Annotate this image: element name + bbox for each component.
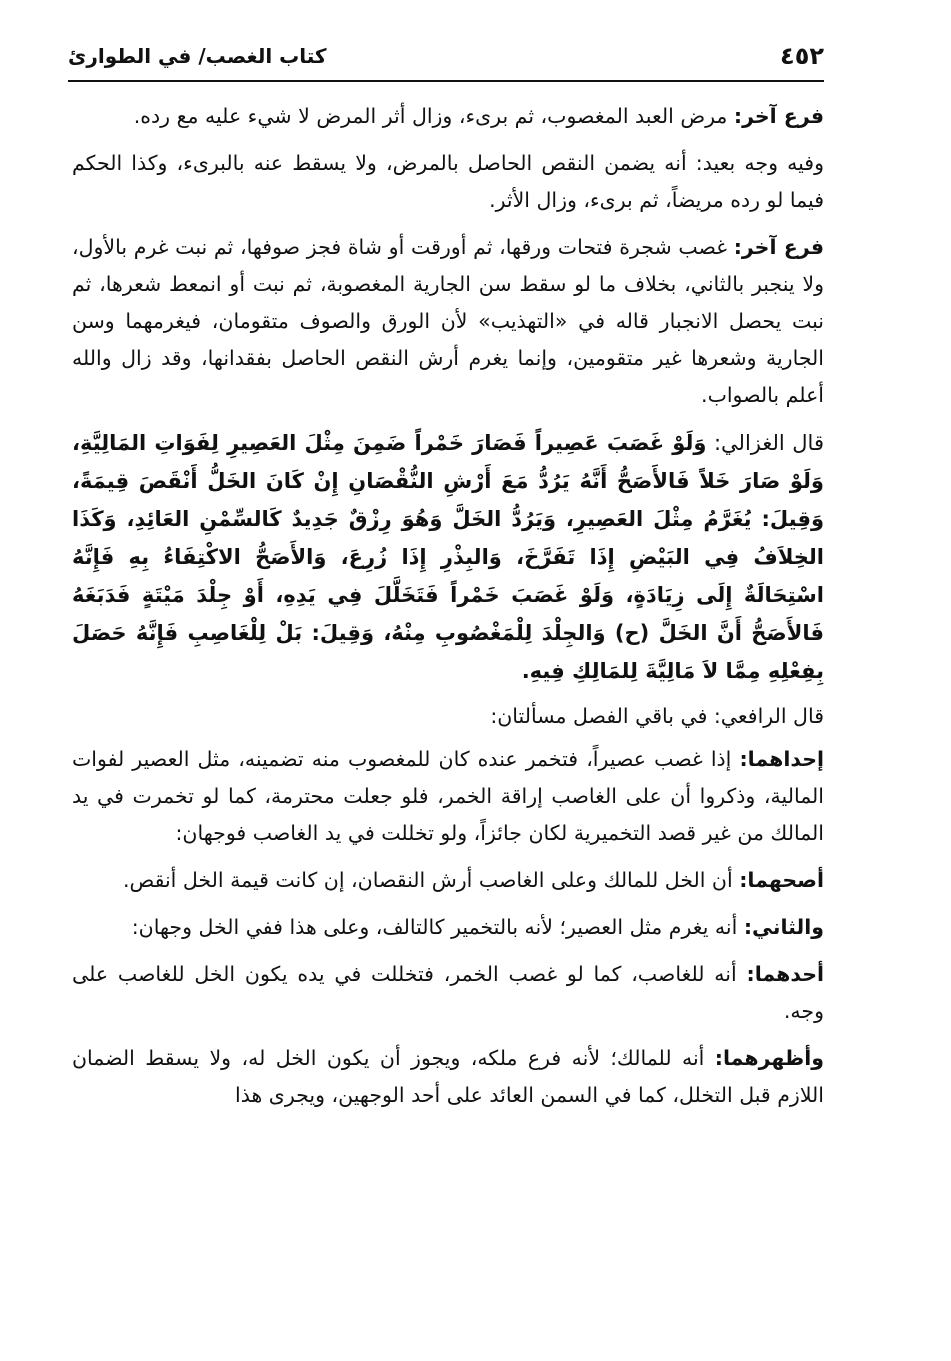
paragraph-ahaduhuma [72, 956, 824, 1030]
paragraph-far-akhar-2 [72, 229, 824, 414]
paragraph-asahhuhuma [72, 862, 824, 899]
paragraph-far-akhar-1 [72, 98, 824, 135]
paragraph-lead: وأظهرهما: [714, 1046, 824, 1070]
running-title: كتاب الغصب/ في الطوارئ [68, 44, 327, 68]
paragraph-lead: فرع آخر: [733, 104, 824, 128]
paragraph-lead: أصحهما: [739, 868, 824, 892]
paragraph-lead: إحداهما: [739, 747, 824, 771]
paragraph-text: غصب شجرة فتحات ورقها، ثم أورقت أو شاة فجز صوفها، ثم نبت غرم بالأول، ولا ينجبر بالثاني، بخلاف ما لو سقط سن الجارية المغصوبة، ثم نبت أو انمعط شعرها، ثم نبت يحصل الانجبار قاله في «التهذيب» لأن الورق والصوف متقومان، فيغرمهما وسن الجارية وشعرها غير متقومين، وإنما يغرم أرش النقص الحاصل بفقدانها، وقد زال والله أعلم بالصواب. [72, 235, 824, 407]
paragraph-rafii-intro [72, 698, 824, 735]
paragraph-text: وفيه وجه بعيد: أنه يضمن النقص الحاصل بالمرض، ولا يسقط عنه بالبرىء، وكذا الحكم فيما لو رده مريضاً، ثم برىء، وزال الأثر. [72, 151, 824, 212]
matn-text: وَلَوْ غَصَبَ عَصِيراً فَصَارَ خَمْراً ضَمِنَ مِثْلَ العَصِيرِ لِفَوَاتِ المَالِيَّةِ، وَلَوْ صَارَ خَلاً فَالأَصَحُّ أَنَّهُ يَرُدُّ مَعَ أَرْشِ النُّقْصَانِ إِنْ كَانَ الخَلُّ أَنْقَصَ قِيمَةً، وَقِيلَ: يُغَرَّمُ مِثْلَ العَصِيرِ، وَيَرُدُّ الخَلَّ وَهُوَ رِزْقٌ جَدِيدٌ كَالسِّمْنِ العَائِدِ، وَكَذَا الخِلاَفُ فِي البَيْضِ إِذَا تَفَرَّخَ، وَالبِذْرِ إِذَا زُرِعَ، وَالأَصَحُّ الاكْتِفَاءُ بِهِ فَإِنَّهُ اسْتِحَالَةٌ إِلَى زِيَادَةٍ، وَلَوْ غَصَبَ خَمْراً فَتَخَلَّلَ فِي يَدِهِ، أَوْ جِلْدَ مَيْتَةٍ فَدَبَغَهُ فَالأَصَحُّ أَنَّ الخَلَّ (ح) وَالجِلْدَ لِلْمَغْصُوبِ مِنْهُ، وَقِيلَ: بَلْ لِلْغَاصِبِ فَإِنَّهُ حَصَلَ بِفِعْلِهِ مِمَّا لاَ مَالِيَّةَ لِلمَالِكِ فِيهِ. [72, 431, 824, 683]
paragraph-text: إذا غصب عصيراً، فتخمر عنده كان للمغصوب منه تضمينه، مثل العصير لفوات المالية، وذكروا أن على الغاصب إراقة الخمر، فلو جعلت محترمة، كما لو تخمرت في يد المالك من غير قصد التخميرية لكان جائزاً، ولو تخللت في يد الغاصب فوجهان: [72, 747, 824, 845]
paragraph-text: أنه يغرم مثل العصير؛ لأنه بالتخمير كالتالف، وعلى هذا ففي الخل وجهان: [131, 915, 744, 939]
paragraph-wajh-baeed [72, 145, 824, 219]
paragraph-text: أن الخل للمالك وعلى الغاصب أرش النقصان، إن كانت قيمة الخل أنقص. [122, 868, 740, 892]
paragraph-azharuhuma [72, 1040, 824, 1114]
page-header [68, 38, 824, 82]
ghazali-matn [72, 424, 824, 690]
paragraph-text: قال الرافعي: في باقي الفصل مسألتان: [490, 704, 824, 728]
paragraph-lead: أحدهما: [746, 962, 824, 986]
paragraph-ihdahuma [72, 741, 824, 852]
paragraph-lead: والثاني: [743, 915, 824, 939]
paragraph-text: مرض العبد المغصوب، ثم برىء، وزال أثر المرض لا شيء عليه مع رده. [133, 104, 734, 128]
page-number: ٤٥٢ [780, 42, 824, 70]
paragraph-lead: فرع آخر: [733, 235, 824, 259]
paragraph-althani [72, 909, 824, 946]
matn-lead: قال الغزالي: [706, 431, 824, 455]
paragraph-text: أنه للغاصب، كما لو غصب الخمر، فتخللت في يده يكون الخل للغاصب على وجه. [72, 962, 824, 1023]
paragraph-text: أنه للمالك؛ لأنه فرع ملكه، ويجوز أن يكون الخل له، ولا يسقط الضمان اللازم قبل التخلل، كما في السمن العائد على أحد الوجهين، ويجرى هذا [72, 1046, 824, 1107]
page-body [72, 98, 824, 1124]
